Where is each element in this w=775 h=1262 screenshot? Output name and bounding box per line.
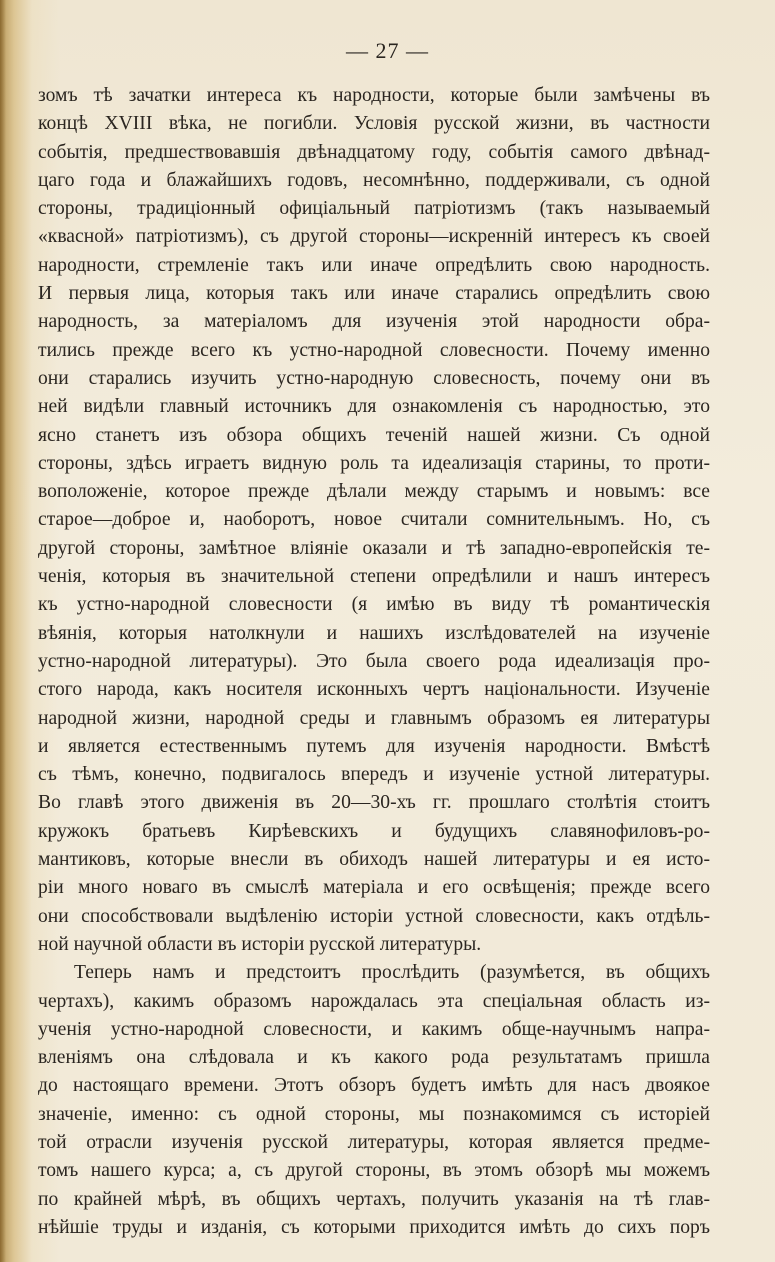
text-line: народной жизни, народной среды и главнымъ образомъ ея литературы	[38, 707, 710, 729]
text-line: старое—доброе и, наоборотъ, новое считали сомнительнымъ. Но, съ	[38, 509, 710, 531]
text-line: стого народа, какъ носителя исконныхъ чертъ національности. Изученіе	[38, 679, 710, 701]
text-line: ченія, которыя въ значительной степени опредѣлили и нашъ интересъ	[38, 566, 710, 588]
text-line: зомъ тѣ зачатки интереса къ народности, которые были замѣчены въ	[38, 85, 710, 106]
text-line: мантиковъ, которые внесли въ обиходъ нашей литературы и ея исто-	[38, 849, 710, 871]
text-line: къ устно-народной словесности (я имѣю въ виду тѣ романтическія	[38, 594, 710, 616]
text-line: вленіямъ она слѣдовала и къ какого рода результатамъ пришла	[38, 1047, 710, 1069]
paragraph-start-line: Теперь намъ и предстоитъ прослѣдить (разумѣется, въ общихъ	[74, 962, 710, 984]
text-line: народность, за матеріаломъ для изученія этой народности обра-	[38, 311, 710, 333]
page-number: — 27 —	[346, 38, 429, 63]
text-line: съ тѣмъ, конечно, подвигалось впередъ и изученіе устной литературы.	[38, 764, 710, 786]
text-line: они способствовали выдѣленію исторіи устной словесности, какъ отдѣль-	[38, 905, 710, 927]
text-line: вѣянія, которыя натолкнули и нашихъ изслѣдователей на изученіе	[38, 622, 710, 644]
text-line: «квасной» патріотизмъ), съ другой стороны—искренній интересъ къ своей	[38, 226, 710, 248]
text-line: той отрасли изученія русской литературы, которая является предме-	[38, 1131, 710, 1153]
text-line: нѣйшіе труды и изданія, съ которыми приходится имѣть до сихъ поръ	[38, 1216, 710, 1238]
text-line: цаго года и блажайшихъ годовъ, несомнѣнно, поддерживали, съ одной	[38, 169, 710, 191]
text-line: ной научной области въ исторіи русской литературы.	[38, 933, 482, 955]
text-line: чертахъ), какимъ образомъ нарождалась эта спеціальная область из-	[38, 990, 710, 1012]
text-line: ріи много новаго въ смыслѣ матеріала и его освѣщенія; прежде всего	[38, 877, 710, 899]
text-line: событія, предшествовавшія двѣнадцатому году, событія самого двѣнад-	[38, 141, 710, 163]
text-line: воположеніе, которое прежде дѣлали между старымъ и новымъ: все	[38, 481, 710, 503]
text-line: ней видѣли главный источникъ для ознакомленія съ народностью, это	[38, 396, 710, 418]
text-line: стороны, здѣсь играетъ видную роль та идеализація старины, то проти-	[38, 452, 710, 474]
text-line: И первыя лица, которыя такъ или иначе старались опредѣлить свою	[38, 283, 710, 305]
text-line: и является естественнымъ путемъ для изученія народности. Вмѣстѣ	[38, 735, 710, 757]
binding-edge-shadow	[0, 0, 6, 1262]
text-line: кружокъ братьевъ Кирѣевскихъ и будущихъ славянофиловъ-ро-	[38, 820, 710, 842]
text-line: народности, стремленіе такъ или иначе опредѣлить свою народность.	[38, 254, 710, 276]
text-line: до настоящаго времени. Этотъ обзоръ будетъ имѣть для насъ двоякое	[38, 1075, 710, 1097]
text-line: томъ нашего курса; а, съ другой стороны, въ этомъ обзорѣ мы можемъ	[38, 1160, 710, 1182]
body-text	[38, 82, 710, 1242]
text-line: Во главѣ этого движенія въ 20—30-хъ гг. прошлаго столѣтія стоитъ	[38, 792, 710, 814]
text-line: значеніе, именно: съ одной стороны, мы познакомимся съ исторіей	[38, 1103, 710, 1125]
text-line: устно-народной литературы). Это была своего рода идеализація про-	[38, 650, 710, 672]
text-line: тились прежде всего къ устно-народной словесности. Почему именно	[38, 339, 710, 361]
text-line: они старались изучить устно-народную словесность, почему они въ	[38, 367, 710, 389]
text-line: другой стороны, замѣтное вліяніе оказали и тѣ западно-европейскія те-	[38, 537, 710, 559]
text-line: стороны, традиціонный офиціальный патріотизмъ (такъ называемый	[38, 198, 710, 220]
text-line: концѣ XVIII вѣка, не погибли. Условія русской жизни, въ частности	[38, 113, 710, 135]
text-line: ученія устно-народной словесности, и какимъ обще-научнымъ напра-	[38, 1018, 710, 1040]
text-line: по крайней мѣрѣ, въ общихъ чертахъ, получить указанія на тѣ глав-	[38, 1188, 710, 1210]
text-line: ясно станетъ изъ обзора общихъ теченій нашей жизни. Съ одной	[38, 424, 710, 446]
